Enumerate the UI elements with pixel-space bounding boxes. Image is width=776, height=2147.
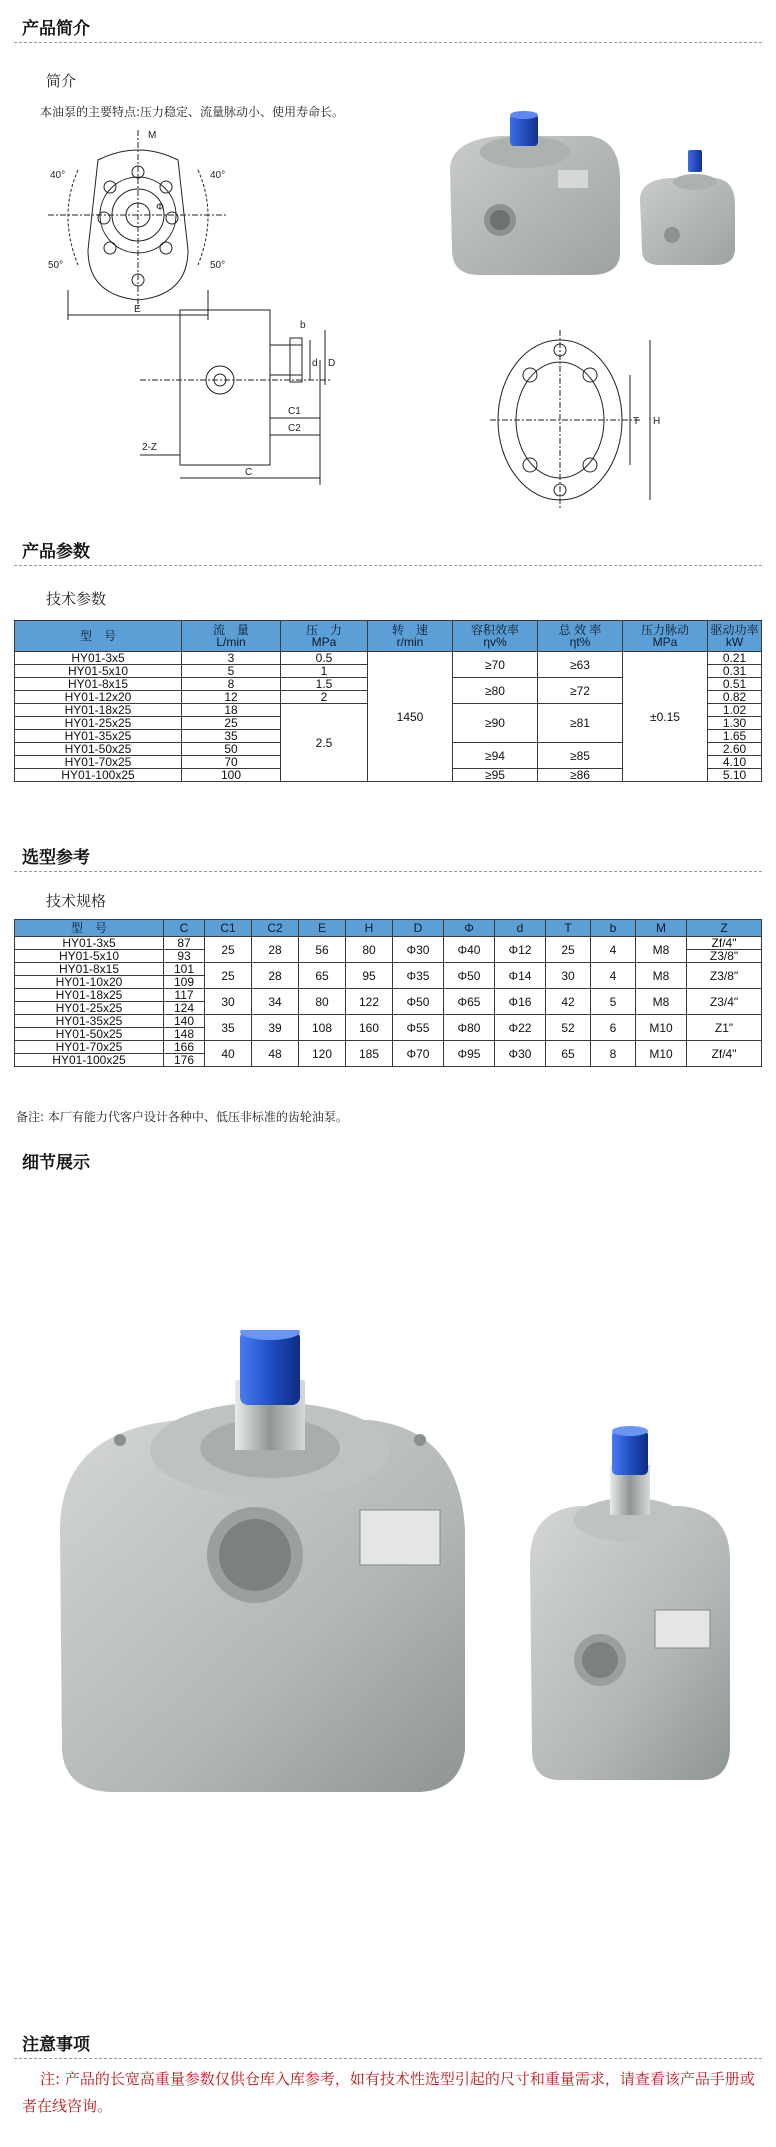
col-header: Z <box>687 920 762 937</box>
h-cell: 122 <box>346 989 393 1015</box>
model-cell: HY01-100x25 <box>15 769 182 782</box>
phi-cell: Φ50 <box>444 963 495 989</box>
vol-eff-cell: ≥90 <box>453 704 538 743</box>
flow-cell: 100 <box>182 769 281 782</box>
speed-cell: 1450 <box>368 652 453 782</box>
flow-cell: 5 <box>182 665 281 678</box>
c-cell: 117 <box>164 989 205 1002</box>
flow-cell: 35 <box>182 730 281 743</box>
c-cell: 166 <box>164 1041 205 1054</box>
flow-cell: 70 <box>182 756 281 769</box>
t-cell: 42 <box>546 989 591 1015</box>
model-cell: HY01-10x20 <box>15 976 164 989</box>
vol-eff-cell: ≥95 <box>453 769 538 782</box>
col-header: 容积效率 ηv% <box>453 621 538 652</box>
model-cell: HY01-8x15 <box>15 963 164 976</box>
m-cell: M10 <box>636 1041 687 1067</box>
section-title: 产品简介 <box>22 19 90 39</box>
model-cell: HY01-12x20 <box>15 691 182 704</box>
c-cell: 109 <box>164 976 205 989</box>
table-header-row <box>15 920 762 937</box>
label-angle: 50° <box>48 260 64 271</box>
front-view-drawing <box>38 130 238 320</box>
section-title: 细节展示 <box>22 1153 90 1173</box>
power-cell: 1.30 <box>708 717 762 730</box>
c2-cell: 48 <box>252 1041 299 1067</box>
t-cell: 52 <box>546 1015 591 1041</box>
model-cell: HY01-70x25 <box>15 756 182 769</box>
e-cell: 120 <box>299 1041 346 1067</box>
power-cell: 0.82 <box>708 691 762 704</box>
col-header: b <box>591 920 636 937</box>
col-header: d <box>495 920 546 937</box>
b-cell: 8 <box>591 1041 636 1067</box>
h-cell: 160 <box>346 1015 393 1041</box>
model-cell: HY01-25x25 <box>15 1002 164 1015</box>
h-cell: 185 <box>346 1041 393 1067</box>
model-cell: HY01-50x25 <box>15 743 182 756</box>
c-cell: 124 <box>164 1002 205 1015</box>
pressure-cell: 1 <box>281 665 368 678</box>
divider <box>14 42 762 43</box>
col-header: 压 力 MPa <box>281 621 368 652</box>
table-header-row <box>15 621 762 652</box>
power-cell: 4.10 <box>708 756 762 769</box>
c-cell: 87 <box>164 937 205 950</box>
table-row <box>15 937 762 950</box>
z-cell: Z3/8" <box>687 963 762 989</box>
total-eff-cell: ≥72 <box>538 678 623 704</box>
b-cell: 4 <box>591 937 636 963</box>
d-outer-cell: Φ70 <box>393 1041 444 1067</box>
pressure-cell: 2.5 <box>281 704 368 782</box>
label-2z: 2-Z <box>142 442 157 453</box>
model-cell: HY01-50x25 <box>15 1028 164 1041</box>
total-eff-cell: ≥86 <box>538 769 623 782</box>
col-header: 流 量 L/min <box>182 621 281 652</box>
table-row <box>15 1041 762 1054</box>
notice-text: 注: 产品的长宽高重量参数仅供仓库入库参考，如有技术性选型引起的尺寸和重量需求，请查看该产品手册或者在线咨询。 <box>22 2070 755 2115</box>
e-cell: 65 <box>299 963 346 989</box>
model-cell: HY01-18x25 <box>15 989 164 1002</box>
t-cell: 25 <box>546 937 591 963</box>
col-header: 型 号 <box>15 920 164 937</box>
power-cell: 1.02 <box>708 704 762 717</box>
c1-cell: 35 <box>205 1015 252 1041</box>
d-cell: Φ16 <box>495 989 546 1015</box>
model-cell: HY01-35x25 <box>15 1015 164 1028</box>
power-cell: 2.60 <box>708 743 762 756</box>
h-cell: 95 <box>346 963 393 989</box>
col-header: C1 <box>205 920 252 937</box>
section-title: 选型参考 <box>22 848 90 868</box>
flow-cell: 50 <box>182 743 281 756</box>
d-cell: Φ14 <box>495 963 546 989</box>
b-cell: 4 <box>591 963 636 989</box>
flow-cell: 3 <box>182 652 281 665</box>
selection-subtitle: 技术规格 <box>46 892 107 910</box>
section-title: 注意事项 <box>22 2035 90 2055</box>
c1-cell: 40 <box>205 1041 252 1067</box>
model-cell: HY01-3x5 <box>15 652 182 665</box>
table-row <box>15 963 762 976</box>
col-header: 压力脉动 MPa <box>623 621 708 652</box>
power-cell: 0.31 <box>708 665 762 678</box>
col-header: 型 号 <box>15 621 182 652</box>
m-cell: M8 <box>636 937 687 963</box>
d-outer-cell: Φ55 <box>393 1015 444 1041</box>
e-cell: 80 <box>299 989 346 1015</box>
label-d: d <box>312 358 318 369</box>
t-cell: 30 <box>546 963 591 989</box>
label-c1: C1 <box>288 406 301 417</box>
selection-remark: 备注: 本厂有能力代客户设计各种中、低压非标准的齿轮油泵。 <box>16 1110 348 1124</box>
z-cell: Z1" <box>687 1015 762 1041</box>
vol-eff-cell: ≥70 <box>453 652 538 678</box>
c2-cell: 34 <box>252 989 299 1015</box>
h-cell: 80 <box>346 937 393 963</box>
table-row <box>15 1015 762 1028</box>
intro-subtitle: 简介 <box>46 72 77 90</box>
label-angle: 50° <box>210 260 226 271</box>
pump-photo <box>440 110 750 280</box>
pump-photo <box>40 1330 740 1800</box>
phi-cell: Φ80 <box>444 1015 495 1041</box>
label-c2: C2 <box>288 423 301 434</box>
label-d-outer: D <box>328 358 336 369</box>
total-eff-cell: ≥85 <box>538 743 623 769</box>
d-outer-cell: Φ50 <box>393 989 444 1015</box>
divider <box>14 2058 762 2059</box>
total-eff-cell: ≥63 <box>538 652 623 678</box>
col-header: 总 效 率 ηt% <box>538 621 623 652</box>
flow-cell: 8 <box>182 678 281 691</box>
col-header: D <box>393 920 444 937</box>
col-header: T <box>546 920 591 937</box>
z-cell: Zf/4" <box>687 1041 762 1067</box>
m-cell: M10 <box>636 1015 687 1041</box>
col-header: 驱动功率 kW <box>708 621 762 652</box>
label-angle: 40° <box>210 170 226 181</box>
label-b: b <box>300 320 306 331</box>
section-title: 产品参数 <box>22 542 90 562</box>
power-cell: 5.10 <box>708 769 762 782</box>
model-cell: HY01-70x25 <box>15 1041 164 1054</box>
phi-cell: Φ65 <box>444 989 495 1015</box>
model-cell: HY01-25x25 <box>15 717 182 730</box>
c-cell: 101 <box>164 963 205 976</box>
phi-cell: Φ40 <box>444 937 495 963</box>
divider <box>14 871 762 872</box>
divider <box>14 565 762 566</box>
c-cell: 176 <box>164 1054 205 1067</box>
label-c: C <box>245 467 253 478</box>
col-header: M <box>636 920 687 937</box>
d-cell: Φ22 <box>495 1015 546 1041</box>
d-cell: Φ12 <box>495 937 546 963</box>
e-cell: 108 <box>299 1015 346 1041</box>
d-outer-cell: Φ30 <box>393 937 444 963</box>
model-cell: HY01-3x5 <box>15 937 164 950</box>
params-table <box>14 620 762 782</box>
pressure-cell: 1.5 <box>281 678 368 691</box>
z-cell: Z3/8" <box>687 950 762 963</box>
c-cell: 140 <box>164 1015 205 1028</box>
model-cell: HY01-5x10 <box>15 950 164 963</box>
params-subtitle: 技术参数 <box>46 590 107 608</box>
c1-cell: 25 <box>205 937 252 963</box>
power-cell: 1.65 <box>708 730 762 743</box>
z-cell: Z3/4" <box>687 989 762 1015</box>
power-cell: 0.51 <box>708 678 762 691</box>
c-cell: 148 <box>164 1028 205 1041</box>
d-outer-cell: Φ35 <box>393 963 444 989</box>
label-e: E <box>134 304 141 315</box>
label-angle: 40° <box>50 170 66 181</box>
label-m: M <box>148 130 157 141</box>
pressure-cell: 0.5 <box>281 652 368 665</box>
z-cell: Zf/4" <box>687 937 762 950</box>
table-row <box>15 652 762 665</box>
b-cell: 5 <box>591 989 636 1015</box>
vol-eff-cell: ≥94 <box>453 743 538 769</box>
flow-cell: 25 <box>182 717 281 730</box>
side-view-drawing <box>140 300 340 500</box>
phi-cell: Φ95 <box>444 1041 495 1067</box>
c1-cell: 30 <box>205 989 252 1015</box>
vol-eff-cell: ≥80 <box>453 678 538 704</box>
total-eff-cell: ≥81 <box>538 704 623 743</box>
c2-cell: 28 <box>252 937 299 963</box>
col-header: E <box>299 920 346 937</box>
c2-cell: 39 <box>252 1015 299 1041</box>
c-cell: 93 <box>164 950 205 963</box>
top-view-drawing <box>490 330 670 510</box>
col-header: H <box>346 920 393 937</box>
table-row <box>15 989 762 1002</box>
model-cell: HY01-100x25 <box>15 1054 164 1067</box>
b-cell: 6 <box>591 1015 636 1041</box>
col-header: C2 <box>252 920 299 937</box>
m-cell: M8 <box>636 963 687 989</box>
e-cell: 56 <box>299 937 346 963</box>
m-cell: M8 <box>636 989 687 1015</box>
pressure-cell: 2 <box>281 691 368 704</box>
pulsation-cell: ±0.15 <box>623 652 708 782</box>
model-cell: HY01-35x25 <box>15 730 182 743</box>
label-h: H <box>653 416 661 427</box>
c2-cell: 28 <box>252 963 299 989</box>
flow-cell: 18 <box>182 704 281 717</box>
col-header: C <box>164 920 205 937</box>
t-cell: 65 <box>546 1041 591 1067</box>
selection-table <box>14 919 762 1067</box>
col-header: Φ <box>444 920 495 937</box>
label-phi: Φ <box>156 202 164 213</box>
flow-cell: 12 <box>182 691 281 704</box>
model-cell: HY01-8x15 <box>15 678 182 691</box>
label-t: T <box>633 416 640 427</box>
model-cell: HY01-5x10 <box>15 665 182 678</box>
power-cell: 0.21 <box>708 652 762 665</box>
c1-cell: 25 <box>205 963 252 989</box>
d-cell: Φ30 <box>495 1041 546 1067</box>
model-cell: HY01-18x25 <box>15 704 182 717</box>
intro-description: 本油泵的主要特点:压力稳定、流量脉动小、使用寿命长。 <box>40 105 345 119</box>
col-header: 转 速 r/min <box>368 621 453 652</box>
